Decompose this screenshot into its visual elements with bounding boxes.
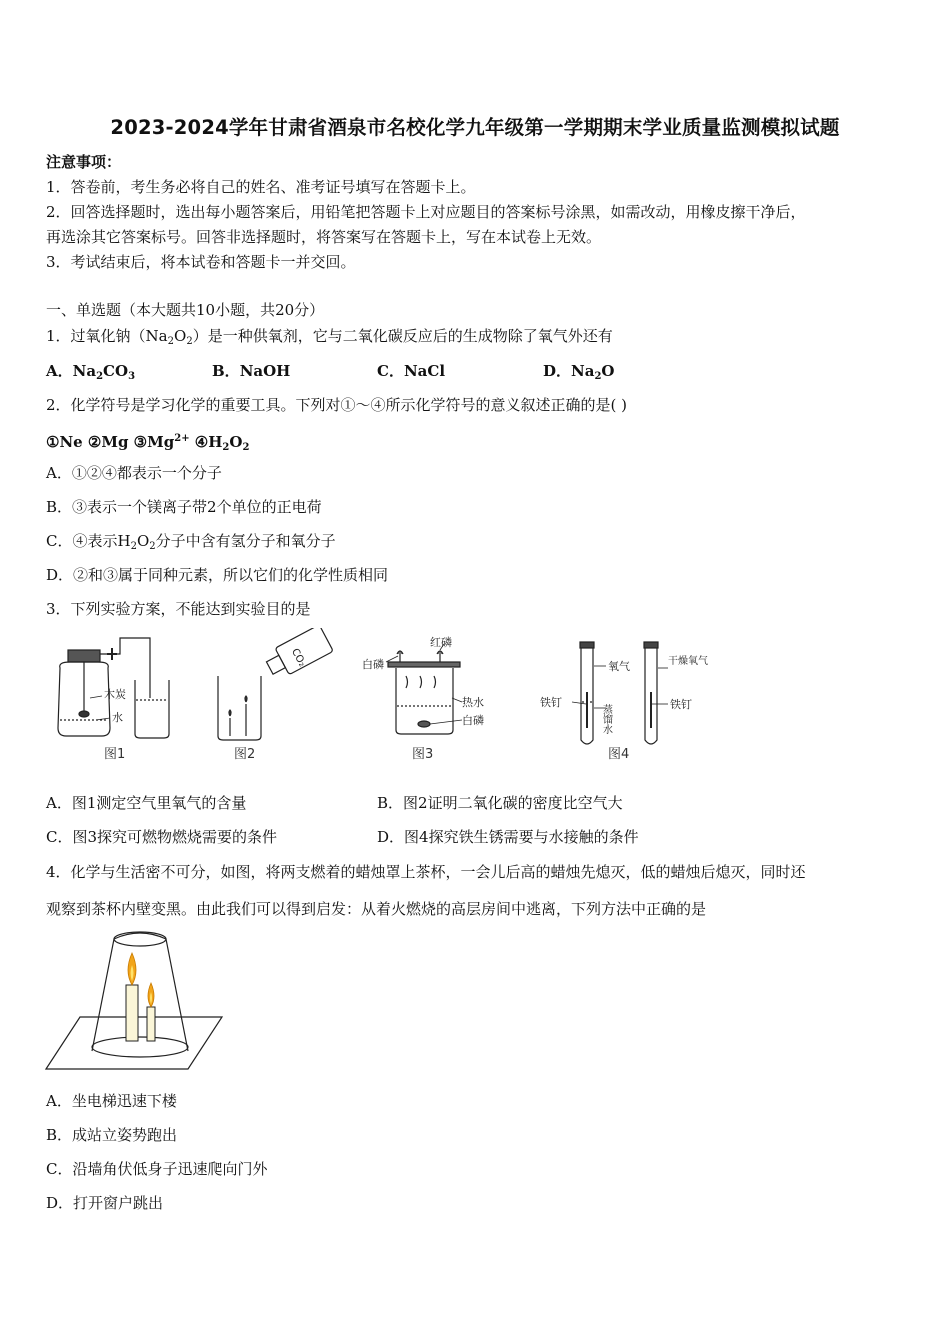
- q3-option-a: A．图1测定空气里氧气的含量: [46, 794, 247, 812]
- question-4-stem-line2: 观察到茶杯内壁变黑。由此我们可以得到启发：从着火燃烧的高层房间中逃离，下列方法中正确的是: [46, 900, 707, 918]
- q3-option-d: D．图4探究铁生锈需要与水接触的条件: [377, 828, 639, 846]
- q1-option-d: D．$Na_2O$: [543, 362, 615, 382]
- q4-option-d: D．打开窗户跳出: [46, 1194, 164, 1212]
- notice-item: 1．答卷前，考生务必将自己的姓名、准考证号填写在答题卡上。: [46, 178, 476, 196]
- q2-option-b: B．③表示一个镁离子带2个单位的正电荷: [46, 498, 322, 516]
- fig4-distilled-water: 蒸馏水: [600, 704, 612, 734]
- q1-option-c: C．NaCl: [377, 362, 446, 380]
- question-2-stem: 2．化学符号是学习化学的重要工具。下列对①～④所示化学符号的意义叙述正确的是( ): [46, 396, 628, 414]
- figure-1-label: 图1: [104, 747, 126, 762]
- question-1-stem: 1．过氧化钠$(Na_2O_2)$是一种供氧剂，它与二氧化碳反应后的生成物除了氧气外还有: [46, 327, 613, 347]
- notice-item: 3．考试结束后，将本试卷和答题卡一并交回。: [46, 253, 356, 271]
- fig4-nail-right: 铁钉: [670, 698, 692, 711]
- fig1-label-charcoal: 木炭: [104, 688, 126, 701]
- fig3-white-phosphorus-left: 白磷: [362, 658, 384, 671]
- section-heading: 一、单选题（本大题共10小题，共20分）: [46, 301, 325, 319]
- page-title: 2023-2024学年甘肃省酒泉市名校化学九年级第一学期期末学业质量监测模拟试题: [110, 116, 840, 139]
- q1-option-a: A．$Na_2CO_3$: [46, 362, 136, 382]
- fig4-nail-left: 铁钉: [540, 696, 562, 709]
- q3-option-c: C．图3探究可燃物燃烧需要的条件: [46, 828, 278, 846]
- notice-heading: 注意事项：: [46, 153, 122, 171]
- figure-2-label: 图2: [234, 747, 256, 762]
- fig3-red-phosphorus: 红磷: [430, 636, 452, 649]
- q3-option-b: B．图2证明二氧化碳的密度比空气大: [377, 794, 623, 812]
- q2-symbols: ①Ne ②Mg $③Mg^{2+}$ $④H_2O_2$: [46, 433, 250, 453]
- q2-option-d: D．②和③属于同种元素，所以它们的化学性质相同: [46, 566, 389, 584]
- notice-item: 2．回答选择题时，选出每小题答案后，用铅笔把答题卡上对应题目的答案标号涂黑，如需改动，用橡皮擦干净后，: [46, 203, 806, 221]
- q3-experiment-figures: [40, 628, 720, 768]
- fig4-dry-oxygen: 干燥氧气: [668, 656, 708, 667]
- fig2-bottle-label: CO₂: [289, 646, 308, 669]
- q1-option-b: B．NaOH: [212, 362, 291, 380]
- figure-4: [572, 642, 668, 744]
- fig4-oxygen: 氧气: [608, 660, 630, 673]
- q2-option-a: A．①②④都表示一个分子: [46, 464, 222, 482]
- figure-3-label: 图3: [412, 747, 434, 762]
- figure-3: [386, 644, 462, 734]
- q4-option-b: B．成站立姿势跑出: [46, 1126, 178, 1144]
- question-3-stem: 3．下列实验方案，不能达到实验目的是: [46, 600, 311, 618]
- figure-2: [218, 628, 333, 740]
- fig3-hot-water: 热水: [462, 696, 484, 709]
- notice-item: 再选涂其它答案标号。回答非选择题时，将答案写在答题卡上，写在本试卷上无效。: [46, 228, 602, 246]
- q4-option-a: A．坐电梯迅速下楼: [46, 1092, 177, 1110]
- q4-candle-figure: [44, 925, 226, 1073]
- fig3-white-phosphorus-bottom: 白磷: [462, 714, 484, 727]
- q4-option-c: C．沿墙角伏低身子迅速爬向门外: [46, 1160, 268, 1178]
- fig1-label-water: 水: [112, 711, 123, 724]
- question-4-stem-line1: 4．化学与生活密不可分，如图，将两支燃着的蜡烛罩上茶杯，一会儿后高的蜡烛先熄灭，低的蜡烛后熄灭，同时还: [46, 863, 806, 881]
- q2-option-c: C．④表示$H_2O_2$分子中含有氢分子和氧分子: [46, 532, 336, 552]
- figure-4-label: 图4: [608, 747, 630, 762]
